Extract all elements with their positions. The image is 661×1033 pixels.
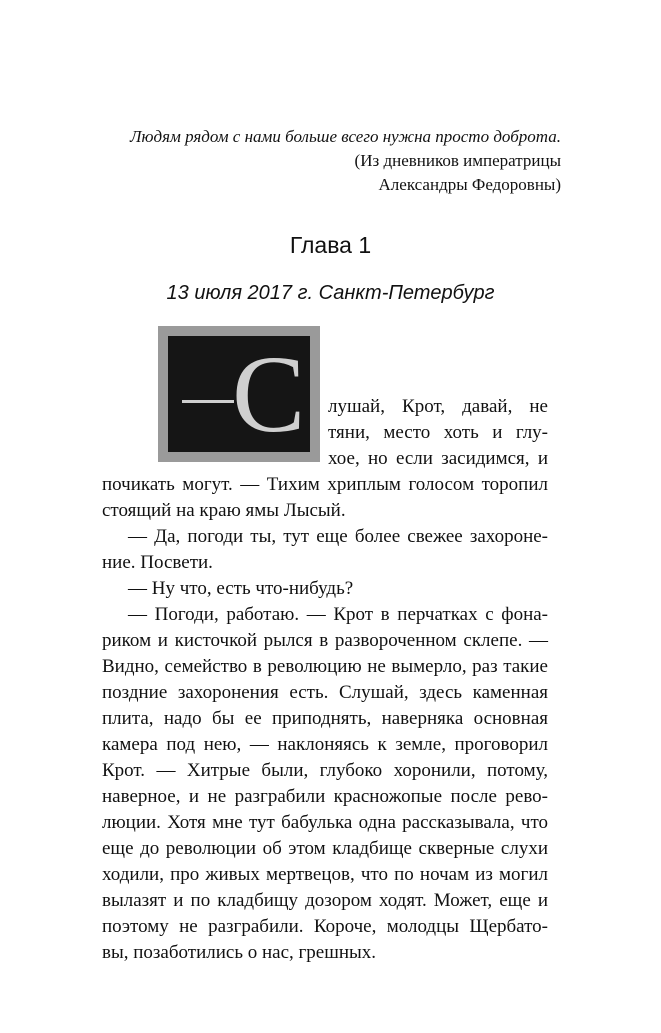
text-line: вылазят и по кладбищу дозором ходят. Может, еще и <box>102 890 548 911</box>
epigraph-source-line-1: (Из дневников императрицы <box>354 151 561 170</box>
text-line: — Ну что, есть что-нибудь? <box>128 578 354 599</box>
text-line: стоящий на краю ямы Лысый. <box>102 500 346 521</box>
chapter-title: Глава 1 <box>289 232 372 258</box>
text-line: Видно, семейство в революцию не вымерло, раз такие <box>102 656 548 677</box>
text-line: ние. Посвети. <box>102 552 213 573</box>
text-line: плита, надо бы ее приподнять, наверняка основная <box>102 708 548 729</box>
epigraph-quote: Людям рядом с нами больше всего нужна просто доброта. <box>129 127 561 146</box>
text-line: камера под нею, — наклоняясь к земле, проговорил <box>102 734 548 755</box>
epigraph <box>130 125 561 197</box>
drop-cap-letter: С <box>232 333 306 455</box>
text-line: — Да, погоди ты, тут еще более свежее захороне- <box>128 526 548 547</box>
text-line: лушай, Крот, давай, не <box>328 396 548 417</box>
text-line: люции. Хотя мне тут бабулька одна рассказывала, что <box>102 812 548 833</box>
epigraph-source-line-2: Александры Федоровны) <box>378 175 561 194</box>
text-line: поздние захоронения есть. Слушай, здесь каменная <box>102 682 548 703</box>
drop-cap-dash <box>182 400 234 403</box>
text-line: еще до революции об этом кладбище скверные слухи <box>102 838 548 859</box>
text-line: наверное, и не разграбили красножопые после рево- <box>102 786 548 807</box>
text-line: почикать могут. — Тихим хриплым голосом торопил <box>102 474 548 495</box>
text-line: поэтому не разграбили. Короче, молодцы Щербато- <box>102 916 548 937</box>
text-line: — Погоди, работаю. — Крот в перчатках с фона- <box>128 604 548 625</box>
chapter-subtitle: 13 июля 2017 г. Санкт-Петербург <box>166 282 495 304</box>
text-line: Крот. — Хитрые были, глубоко хоронили, потому, <box>102 760 548 781</box>
text-line: риком и кисточкой рылся в развороченном склепе. — <box>102 630 548 651</box>
text-line: ходили, про живых мертвецов, что по ночам из могил <box>102 864 548 885</box>
text-line: вы, позаботились о нас, грешных. <box>102 942 377 963</box>
text-line: тяни, место хоть и глу- <box>328 422 548 443</box>
drop-cap <box>158 326 320 462</box>
text-line: хое, но если засидимся, и <box>328 448 548 469</box>
drop-cap-box <box>168 333 310 455</box>
